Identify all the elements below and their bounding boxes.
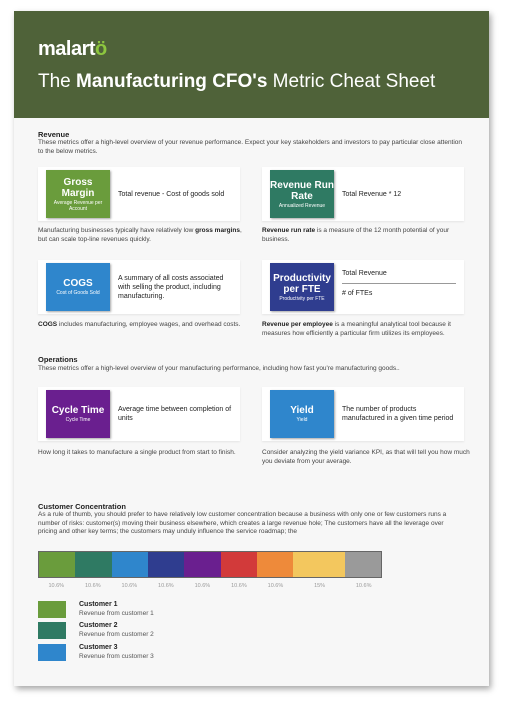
productivity-card <box>262 260 464 314</box>
cycle-time-explanation: How long it takes to manufacture a single product from start to finish. <box>38 449 236 456</box>
bar-segment-label-7: 10.6% <box>267 583 284 589</box>
bar-segment-label-6: 10.6% <box>231 583 247 589</box>
formula-denominator: # of FTEs <box>342 290 373 297</box>
concentration-description: As a rule of thumb, you should prefer to have relatively low customer concentration because a business with only one or few customers runs a number of risks: customer(s) moving their business elsewhere, which creates a large revenue hole; The customers have all the leverage over pricing and other key terms; the customers may unduly influence the service roadmap; the <box>38 511 447 535</box>
brand-logo: malartö <box>38 38 107 60</box>
cogs-card <box>38 260 240 314</box>
bar-segment-label-8: 15% <box>314 583 326 589</box>
cogs-definition: A summary of all costs associated with selling the product, including manufacturing. <box>118 274 224 300</box>
bar-segment-label-5: 10.6% <box>194 583 211 589</box>
concentration-heading: Customer Concentration <box>38 502 126 511</box>
cycle-time-card <box>38 387 240 441</box>
bar-segment-label-9: 10.6% <box>355 583 372 589</box>
bar-segment-9 <box>345 552 381 577</box>
productivity-formula <box>342 270 456 297</box>
revenue-run-rate-tile: Revenue Run Rate Annualized Revenue <box>270 170 334 218</box>
bar-segment-5 <box>184 552 220 577</box>
concentration-stacked-bar <box>38 551 382 578</box>
yield-tile: Yield Yield <box>270 390 334 438</box>
productivity-tile: Productivity per FTE Productivity per FTE <box>270 263 334 311</box>
cycle-time-definition: Average time between completion of units <box>118 406 232 422</box>
revenue-description: These metrics offer a high-level overview of your revenue performance. Expect your key stakeholders and investors to pay particular close attention to the below metrics. <box>38 139 463 155</box>
revenue-run-rate-card <box>262 167 464 221</box>
operations-description: These metrics offer a high-level overview of your manufacturing performance, including how fast you're manufacturing goods.. <box>38 365 400 372</box>
bar-segment-3 <box>112 552 148 577</box>
revenue-run-rate-explanation: Revenue run rate is a measure of the 12 month potential of your business. <box>262 227 450 243</box>
bar-segment-label-1: 10.6% <box>48 583 65 589</box>
formula-numerator: Total Revenue <box>342 270 456 284</box>
leaf-icon: ö <box>95 38 107 60</box>
gross-margin-explanation: Manufacturing businesses typically have relatively low gross margins, but can scale top-line revenues quickly. <box>38 227 242 243</box>
legend-swatch <box>38 601 66 618</box>
bar-segment-label-3: 10.6% <box>121 583 138 589</box>
yield-card <box>262 387 464 441</box>
bar-segment-4 <box>148 552 184 577</box>
yield-definition: The number of products manufactured in a given time period <box>342 406 454 422</box>
cogs-tile: COGS Cost of Goods Sold <box>46 263 110 311</box>
cogs-explanation: COGS includes manufacturing, employee wages, and overhead costs. <box>38 321 241 328</box>
header-banner <box>14 11 489 118</box>
cycle-time-tile: Cycle Time Cycle Time <box>46 390 110 438</box>
cheat-sheet-page: malartö The Manufacturing CFO's Metric Cheat Sheet Revenue These metrics offer a high-level overview of your revenue performance. Expect your key stakeholders and investors to pay particular close attention to the below metrics. Gross Margin Average Revenue per Account Total revenue - Cost of goods sold Manufacturing businesses typically have relatively low gross margins, but can scale top-line revenues quickly. Revenue Run Rate Annualized Revenue Total Revenue * 12 Revenue run rate is a measure of the 12 month potential of your business. COGS Cost of Goods Sold A summary of all costs associated with selling the product, including manufacturing. COGS includes manufacturing, employee wages, and overhead costs. Productivity per FTE Productivity per FTE Total Revenue # of FTEs Revenue per employee is a meaningful analytical tool because it measures how efficiently a particular firm utilizes its employees. Operations These metrics offer a high-level overview of your manufacturing performance, including how fast you're manufacturing goods.. Cycle Time Cycle Time Average time between completion of units How long it takes to manufacture a single product from start to finish. Yield Yield The number of products manufactured in a given time period Consider analyzing the yield variance KPI, as that will tell you how much you deviate from your average. Customer Concentration As a rule of thumb, you should prefer to have relatively low customer concentration because a business with only one or few customers runs a number of risks: customer(s) moving their business elsewhere, which creates a large revenue hole; The customers have all the leverage over pricing and other key terms; the customers may unduly influence the service roadmap; the 10.6% 10.6% 10.6% 10.6% 10.6% 10.6% 10.6% 15% 10.6% Customer 1 Revenue from customer 1 Customer 2 Revenue from customer 2 Customer 3 Revenue from customer 3 <box>14 11 489 686</box>
operations-heading: Operations <box>38 355 78 364</box>
gross-margin-card <box>38 167 240 221</box>
revenue-run-rate-formula: Total Revenue * 12 <box>342 190 402 198</box>
page-title: The Manufacturing CFO's Metric Cheat Sheet <box>38 71 436 92</box>
gross-margin-formula: Total revenue - Cost of goods sold <box>118 190 225 198</box>
bar-segment-label-2: 10.6% <box>84 583 101 589</box>
bar-segment-1 <box>39 552 75 577</box>
bar-segment-7 <box>257 552 293 577</box>
revenue-heading: Revenue <box>38 130 70 139</box>
bar-segment-2 <box>75 552 111 577</box>
productivity-explanation: Revenue per employee is a meaningful analytical tool because it measures how efficiently a particular firm utilizes its employees. <box>262 321 451 337</box>
yield-explanation: Consider analyzing the yield variance KPI, as that will tell you how much you deviate from your average. <box>262 449 470 465</box>
bar-segment-8 <box>293 552 344 577</box>
bar-segment-6 <box>221 552 257 577</box>
legend-swatch <box>38 622 66 639</box>
concentration-percent-labels <box>38 583 382 591</box>
gross-margin-tile: Gross Margin Average Revenue per Account <box>46 170 110 218</box>
legend-swatch <box>38 644 66 661</box>
bar-segment-label-4: 10.6% <box>158 583 174 589</box>
